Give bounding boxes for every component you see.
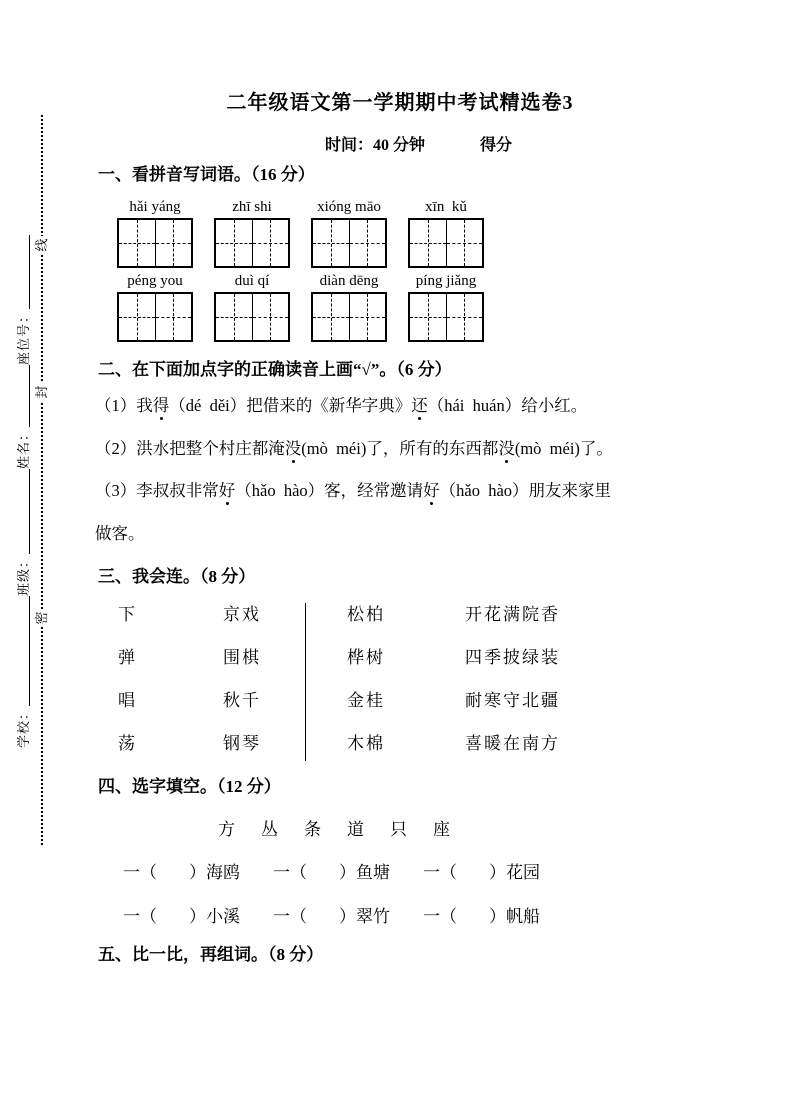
grid-cell bbox=[253, 220, 289, 266]
field-blank-line bbox=[14, 365, 30, 427]
grid-cell bbox=[156, 294, 192, 340]
fill-blank-row bbox=[123, 858, 573, 902]
choice-char: 条 bbox=[304, 820, 321, 839]
fill-word: ）海鸥 bbox=[189, 863, 240, 882]
grid-cell bbox=[313, 220, 350, 266]
field-blank-line bbox=[14, 469, 30, 554]
fill-blank-group bbox=[423, 902, 573, 946]
fill-prefix: 一（ bbox=[123, 863, 157, 882]
choice-char: 只 bbox=[390, 820, 407, 839]
writing-grid bbox=[214, 218, 290, 268]
fill-prefix: 一（ bbox=[273, 906, 307, 926]
match-item: 桦树 bbox=[347, 648, 385, 667]
choice-char: 丛 bbox=[261, 820, 278, 839]
sentence-text: （hǎo hào）朋友来家里 bbox=[439, 481, 612, 500]
grid-cell bbox=[447, 220, 483, 266]
section1-title: 一、看拼音写词语。（16 分） bbox=[98, 165, 315, 184]
fill-prefix: 一（ bbox=[423, 906, 457, 926]
match-item: 钢琴 bbox=[223, 734, 261, 753]
dotted-char: 没 bbox=[285, 435, 302, 459]
seal-char-mi: 密 bbox=[32, 609, 52, 627]
pinyin-label: hǎi yáng bbox=[129, 199, 181, 215]
pinyin-word-block bbox=[214, 198, 290, 268]
pinyin-label: xīn kǔ bbox=[425, 199, 467, 215]
match-item: 四季披绿装 bbox=[465, 648, 560, 667]
sentence-text: （hǎo hào）客，经常邀请 bbox=[235, 481, 424, 500]
grid-cell bbox=[253, 294, 289, 340]
pinyin-label: péng you bbox=[127, 273, 183, 289]
pinyin-label: píng jiǎng bbox=[415, 273, 477, 289]
pinyin-row bbox=[117, 198, 484, 268]
match-item: 下 bbox=[118, 605, 137, 624]
field-blank-line bbox=[14, 235, 30, 309]
match-item: 木棉 bbox=[347, 734, 385, 753]
page-title: 二年级语文第一学期期中考试精选卷3 bbox=[226, 92, 574, 114]
grid-cell bbox=[119, 220, 156, 266]
score-label: 得分 bbox=[480, 137, 513, 154]
pinyin-row bbox=[117, 272, 484, 342]
fill-prefix: 一（ bbox=[273, 863, 307, 882]
section2-title: 二、在下面加点字的正确读音上画“√”。（6 分） bbox=[98, 360, 452, 379]
match-item: 松柏 bbox=[347, 605, 385, 624]
pinyin-label: diàn dēng bbox=[319, 273, 379, 289]
field-label: 班级： bbox=[15, 553, 31, 596]
match-item: 秋千 bbox=[223, 691, 261, 710]
pinyin-grid-rows bbox=[117, 198, 484, 346]
match-item: 金桂 bbox=[347, 691, 385, 710]
sentence-line bbox=[95, 520, 755, 563]
match-item: 喜暖在南方 bbox=[465, 734, 560, 753]
match-item: 围棋 bbox=[223, 648, 261, 667]
grid-cell bbox=[156, 220, 192, 266]
match-row bbox=[95, 600, 745, 643]
matching-area bbox=[95, 600, 745, 772]
fill-blank-group bbox=[123, 902, 273, 946]
field-label: 座位号： bbox=[15, 308, 31, 365]
writing-grid bbox=[408, 218, 484, 268]
writing-grid bbox=[117, 218, 193, 268]
choice-characters bbox=[218, 815, 450, 840]
pronunciation-sentences bbox=[95, 392, 755, 562]
dotted-char: 好 bbox=[423, 477, 440, 501]
pinyin-word-block bbox=[311, 272, 387, 342]
dotted-char: 没 bbox=[498, 435, 515, 459]
writing-grid bbox=[214, 292, 290, 342]
fill-word: ）鱼塘 bbox=[339, 863, 390, 882]
seal-char-xian: 线 bbox=[32, 236, 52, 254]
match-item: 唱 bbox=[118, 691, 137, 710]
match-item: 荡 bbox=[118, 734, 137, 753]
dotted-char: 得 bbox=[153, 392, 170, 416]
match-item: 京戏 bbox=[223, 605, 261, 624]
fill-prefix: 一（ bbox=[423, 863, 457, 882]
fill-blank-group bbox=[423, 858, 573, 902]
match-row bbox=[95, 729, 745, 772]
grid-cell bbox=[447, 294, 483, 340]
pinyin-word-block bbox=[117, 198, 193, 268]
sentence-text: （hái huán）给小红。 bbox=[427, 396, 588, 415]
seal-char-feng: 封 bbox=[32, 383, 52, 401]
grid-cell bbox=[313, 294, 350, 340]
writing-grid bbox=[408, 292, 484, 342]
grid-cell bbox=[216, 220, 253, 266]
fill-blank-rows bbox=[123, 858, 573, 945]
match-item: 耐寒守北疆 bbox=[465, 691, 560, 710]
sentence-text: （1）我 bbox=[95, 396, 153, 415]
choice-char: 方 bbox=[218, 820, 235, 839]
student-info-fields bbox=[10, 124, 34, 748]
pinyin-word-block bbox=[408, 272, 484, 342]
pinyin-label: xióng māo bbox=[317, 199, 381, 215]
sentence-line bbox=[95, 435, 755, 478]
writing-grid bbox=[311, 218, 387, 268]
sentence-text: (mò méi)了。 bbox=[514, 438, 613, 458]
match-row bbox=[95, 643, 745, 686]
fill-blank-group bbox=[273, 902, 423, 946]
field-label: 姓名： bbox=[15, 426, 31, 469]
sentence-text: （dé děi）把借来的《新华字典》 bbox=[169, 396, 412, 415]
grid-cell bbox=[119, 294, 156, 340]
grid-cell bbox=[350, 294, 386, 340]
time-label: 时间：40 分钟 bbox=[325, 137, 426, 154]
section3-title: 三、我会连。（8 分） bbox=[98, 567, 256, 586]
writing-grid bbox=[117, 292, 193, 342]
pinyin-word-block bbox=[117, 272, 193, 342]
match-row bbox=[95, 686, 745, 729]
matching-rows bbox=[95, 600, 745, 772]
section5-title: 五、比一比，再组词。（8 分） bbox=[98, 945, 324, 964]
fill-blank-group bbox=[123, 858, 273, 902]
match-item: 弹 bbox=[118, 648, 137, 667]
sentence-line bbox=[95, 392, 755, 435]
fill-blank-group bbox=[273, 858, 423, 902]
match-item: 开花满院香 bbox=[465, 605, 560, 624]
grid-cell bbox=[216, 294, 253, 340]
dotted-char: 还 bbox=[411, 392, 428, 416]
sentence-text: (mò méi)了，所有的东西都 bbox=[301, 438, 499, 458]
grid-cell bbox=[410, 294, 447, 340]
pinyin-label: duì qí bbox=[234, 273, 270, 289]
dotted-char: 好 bbox=[219, 477, 236, 501]
choice-char: 座 bbox=[433, 820, 450, 839]
writing-grid bbox=[311, 292, 387, 342]
sentence-line bbox=[95, 477, 755, 520]
field-label: 学校： bbox=[15, 705, 31, 748]
pinyin-word-block bbox=[408, 198, 484, 268]
fill-word: ）翠竹 bbox=[339, 906, 390, 926]
pinyin-label: zhī shi bbox=[232, 199, 272, 215]
fill-word: ）小溪 bbox=[189, 906, 240, 926]
fill-prefix: 一（ bbox=[123, 906, 157, 926]
sentence-text: 做客。 bbox=[95, 523, 145, 543]
field-blank-line bbox=[14, 596, 30, 706]
choice-char: 道 bbox=[347, 820, 364, 839]
section4-title: 四、选字填空。（12 分） bbox=[98, 777, 281, 796]
fill-blank-row bbox=[123, 902, 573, 946]
grid-cell bbox=[410, 220, 447, 266]
pinyin-word-block bbox=[311, 198, 387, 268]
pinyin-word-block bbox=[214, 272, 290, 342]
sentence-text: （3）李叔叔非常 bbox=[95, 481, 219, 500]
sentence-text: （2）洪水把整个村庄都淹 bbox=[95, 438, 285, 458]
fill-word: ）花园 bbox=[489, 863, 540, 882]
fill-word: ）帆船 bbox=[489, 906, 540, 926]
seal-dotted-line bbox=[41, 115, 43, 845]
grid-cell bbox=[350, 220, 386, 266]
